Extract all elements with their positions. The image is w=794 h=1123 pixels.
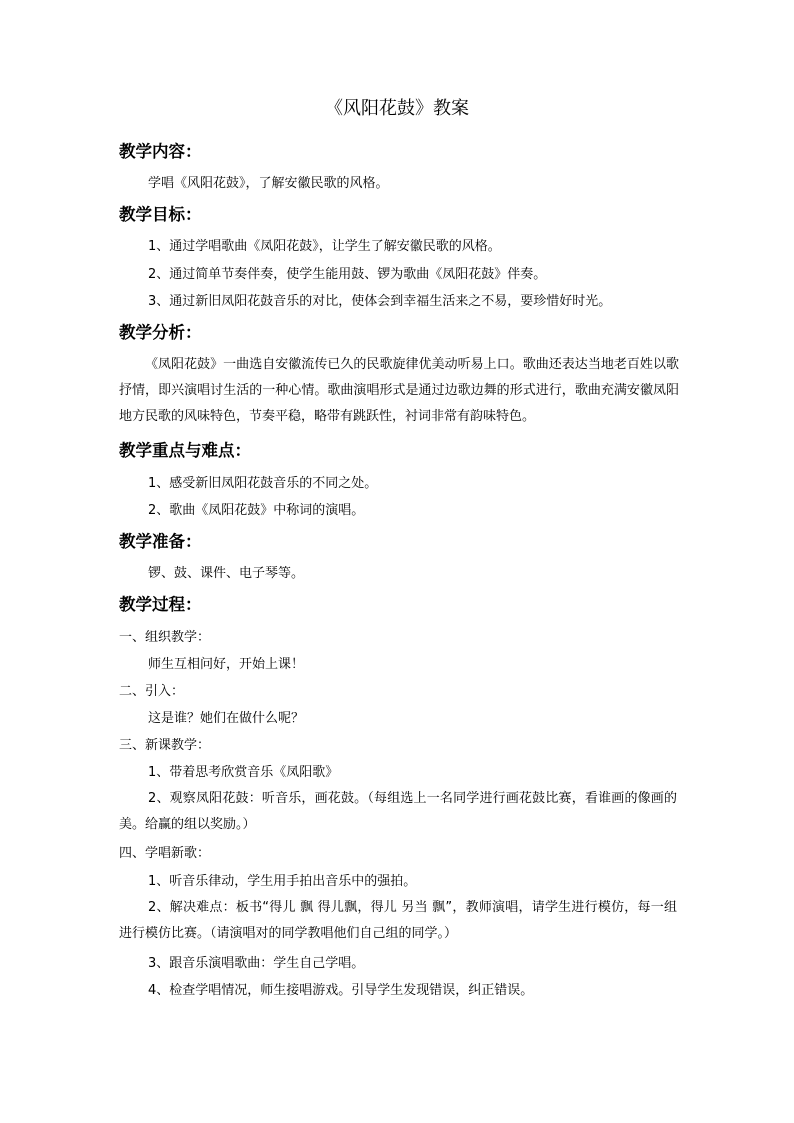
process-step-label: 一、组织教学： [119,630,211,645]
heading-preparation: 教学准备： [119,532,202,551]
key-point-item: 2、歌曲《凤阳花鼓》中称词的演唱。 [148,503,365,518]
heading-content: 教学内容： [119,142,202,161]
process-step-item: 1、带着思考欣赏音乐《凤阳歌》 [148,765,339,780]
analysis-paragraph: 《凤阳花鼓》一曲选自安徽流传已久的民歌旋律优美动听易上口。歌曲还表达当地老百姓以歌抒情，即兴演唱讨生活的一种心情。歌曲演唱形式是通过边歌边舞的形式进行，歌曲充满安徽凤阳地方民歌的风味特色，节奏平稳，略带有跳跃性，衬词非常有韵味特色。 [119,357,679,424]
preparation-text: 锣、鼓、课件、电子琴等。 [148,566,305,581]
process-step-item: 3、跟音乐演唱歌曲：学生自己学唱。 [148,956,365,971]
process-step-label: 四、学唱新歌： [119,846,211,861]
goal-item: 3、通过新旧凤阳花鼓音乐的对比，使体会到幸福生活来之不易，要珍惜好时光。 [148,294,612,309]
process-step-text: 师生互相问好，开始上课！ [148,657,305,672]
goal-item: 2、通过简单节奏伴奏，使学生能用鼓、锣为歌曲《凤阳花鼓》伴奏。 [148,267,547,282]
process-step-item: 2、观察凤阳花鼓：听音乐，画花鼓。（每组选上一名同学进行画花鼓比赛，看谁画的像画的美。给赢的组以奖励。） [119,791,677,832]
process-step-label: 二、引入： [119,684,185,699]
process-step-item: 1、听音乐律动，学生用手拍出音乐中的强拍。 [148,874,417,889]
process-step-item: 2、解决难点：板书“得儿 飘 得儿飘，得儿 另当 飘”，教师演唱，请学生进行模仿，每一组进行模仿比赛。（请演唱对的同学教唱他们自己组的同学。） [119,900,677,941]
content-text: 学唱《风阳花鼓》，了解安徽民歌的风格。 [148,176,389,191]
process-step-item: 4、检查学唱情况，师生接唱游戏。引导学生发现错误，纠正错误。 [148,983,534,998]
process-step-label: 三、新课教学： [119,738,211,753]
process-step-text: 这是谁？她们在做什么呢？ [148,711,305,726]
key-point-item: 1、感受新旧凤阳花鼓音乐的不同之处。 [148,476,378,491]
heading-key-points: 教学重点与难点： [119,441,251,460]
heading-analysis: 教学分析： [119,323,202,342]
document-title: 《风阳花鼓》教案 [325,98,469,119]
heading-process: 教学过程： [119,595,202,614]
heading-goals: 教学目标： [119,205,202,224]
goal-item: 1、通过学唱歌曲《凤阳花鼓》，让学生了解安徽民歌的风格。 [148,239,501,254]
